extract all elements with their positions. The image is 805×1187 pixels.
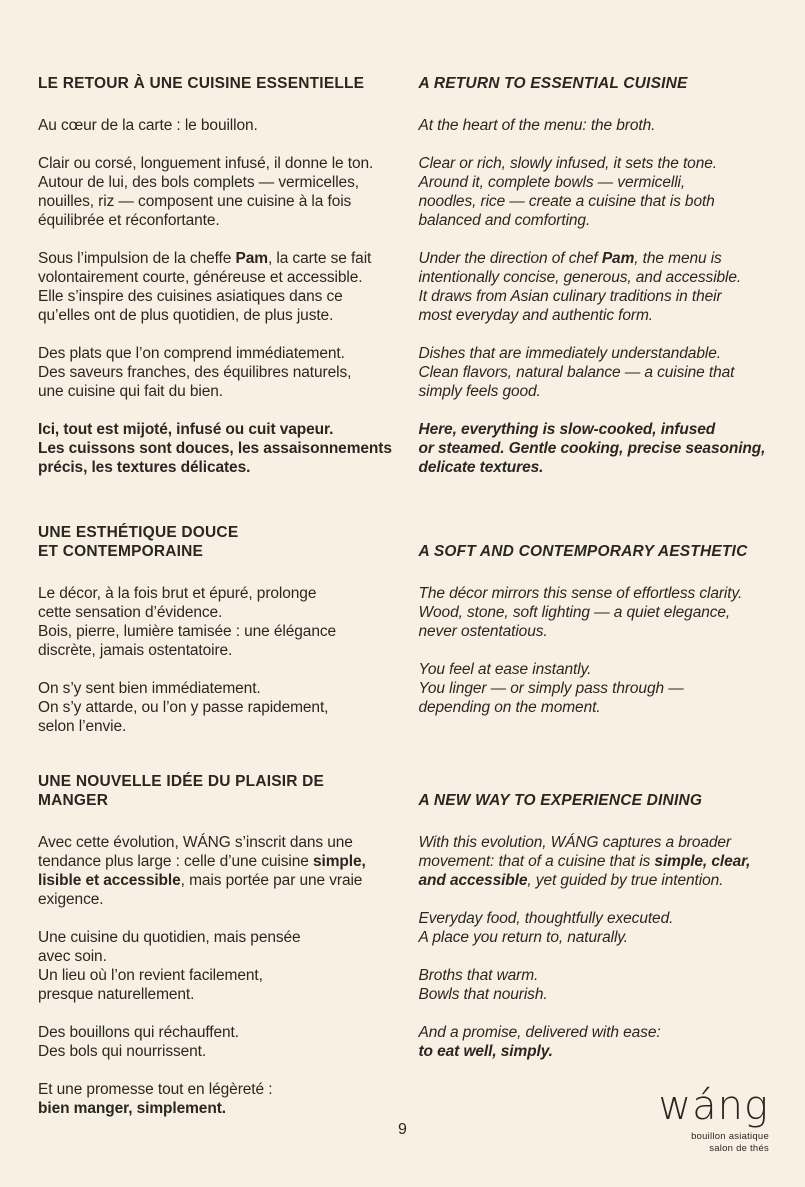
logo-wordmark: wáng — [658, 1083, 769, 1129]
section-1-heading-en: A RETURN TO ESSENTIAL CUISINE — [418, 75, 688, 92]
section-3-body-en — [419, 833, 774, 1118]
section-1-heading-fr: LE RETOUR À UNE CUISINE ESSENTIELLE — [38, 75, 365, 92]
logo-tagline — [658, 1131, 769, 1154]
paragraph-en: You feel at ease instantly. You linger — or simply pass through — depending on the moment. — [418, 661, 684, 716]
section-2-body-fr — [38, 584, 393, 736]
paragraph-fr: Le décor, à la fois brut et épuré, prolonge cette sensation d’évidence. Bois, pierre, lumière tamisée : une élégance discrète, jamais ostentatoire. — [38, 585, 337, 659]
paragraph-fr: On s’y sent bien immédiatement. On s’y attarde, ou l’on y passe rapidement, selon l’envie. — [38, 680, 329, 735]
paragraph-fr: Une cuisine du quotidien, mais pensée avec soin. Un lieu où l’on revient facilement, presque naturellement. — [38, 929, 301, 1003]
section-2-heading-en: A SOFT AND CONTEMPORARY AESTHETIC — [418, 543, 748, 560]
paragraph-fr: Des bouillons qui réchauffent. Des bols qui nourrissent. — [38, 1024, 239, 1060]
section-1 — [38, 74, 773, 477]
paragraph-en: Everyday food, thoughtfully executed. A place you return to, naturally. — [418, 910, 674, 946]
paragraph-en: At the heart of the menu: the broth. — [418, 117, 656, 134]
section-3 — [38, 772, 773, 1118]
paragraph-fr: Sous l’impulsion de la cheffe Pam, la carte se fait volontairement courte, généreuse et accessible. Elle s’inspire des cuisines asiatiques dans ce qu’elles ont de plus quotidien, de plus juste. — [38, 250, 372, 324]
paragraph-en: Here, everything is slow-cooked, infused or steamed. Gentle cooking, precise seasoning, delicate textures. — [418, 421, 766, 476]
section-1-body-fr — [38, 116, 393, 477]
sections — [38, 74, 773, 1118]
paragraph-en: Broths that warm. Bowls that nourish. — [418, 967, 548, 1003]
logo-tagline-line2: salon de thés — [709, 1142, 769, 1154]
section-1-body-en — [419, 116, 774, 477]
logo — [658, 1083, 769, 1154]
paragraph-fr: Clair ou corsé, longuement infusé, il donne le ton. Autour de lui, des bols complets — vermicelles, nouilles, riz — composent une cuisine à la fois équilibrée et réconfortante. — [38, 155, 374, 229]
section-2-heading-fr: UNE ESTHÉTIQUE DOUCE ET CONTEMPORAINE — [38, 524, 239, 560]
paragraph-fr: Ici, tout est mijoté, infusé ou cuit vapeur. Les cuissons sont douces, les assaisonnements précis, les textures délicates. — [38, 421, 392, 476]
paragraph-fr: Et une promesse tout en légèreté : bien manger, simplement. — [38, 1081, 273, 1117]
logo-tagline-line1: bouillon asiatique — [691, 1131, 769, 1142]
paragraph-fr: Des plats que l’on comprend immédiatement. Des saveurs franches, des équilibres naturels, une cuisine qui fait du bien. — [38, 345, 352, 400]
paragraph-en: Under the direction of chef Pam, the menu is intentionally concise, generous, and accessible. It draws from Asian culinary traditions in their most everyday and authentic form. — [418, 250, 742, 324]
page-number: 9 — [398, 1121, 407, 1138]
paragraph-en: Dishes that are immediately understandable. Clean flavors, natural balance — a cuisine that simply feels good. — [418, 345, 735, 400]
section-3-body-fr — [38, 833, 393, 1118]
paragraph-fr: Avec cette évolution, WÁNG s’inscrit dans une tendance plus large : celle d’une cuisine simple, lisible et accessible, mais portée par une vraie exigence. — [38, 834, 366, 908]
section-2 — [38, 523, 773, 736]
section-3-heading-en: A NEW WAY TO EXPERIENCE DINING — [418, 792, 703, 809]
paragraph-en: With this evolution, WÁNG captures a broader movement: that of a cuisine that is simple, clear, and accessible, yet guided by true intention. — [418, 834, 751, 889]
paragraph-en: And a promise, delivered with ease: to eat well, simply. — [418, 1024, 661, 1060]
paragraph-fr: Au cœur de la carte : le bouillon. — [38, 117, 258, 134]
paragraph-en: The décor mirrors this sense of effortless clarity. Wood, stone, soft lighting — a quiet elegance, never ostentatious. — [418, 585, 743, 640]
section-2-body-en — [419, 584, 774, 736]
paragraph-en: Clear or rich, slowly infused, it sets the tone. Around it, complete bowls — vermicelli, noodles, rice — create a cuisine that is both balanced and comforting. — [418, 155, 717, 229]
section-3-heading-fr: UNE NOUVELLE IDÉE DU PLAISIR DE MANGER — [38, 773, 325, 809]
